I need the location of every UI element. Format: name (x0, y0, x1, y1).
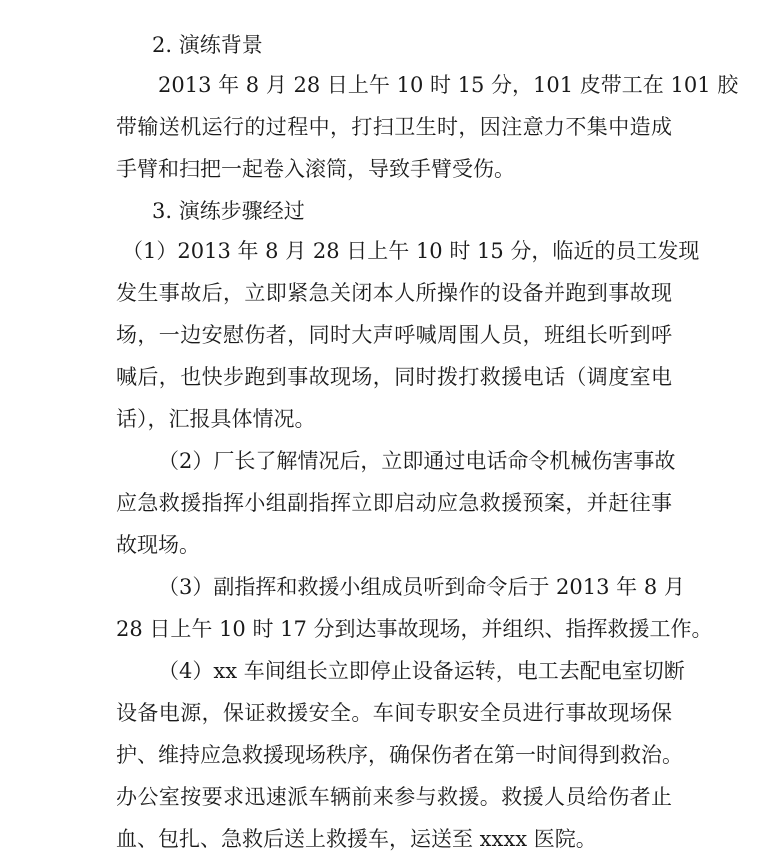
step-2-line-2: 应急救援指挥小组副指挥立即启动应急救援预案，并赶往事 (116, 491, 672, 515)
step-3-line-1: （3）副指挥和救援小组成员听到命令后于 2013 年 8 月 (158, 575, 685, 599)
step-4-line-5: 血、包扎、急救后送上救援车，运送至 xxxx 医院。 (116, 827, 597, 851)
step-1-line-2: 发生事故后，立即紧急关闭本人所操作的设备并跑到事故现 (116, 281, 672, 305)
background-line-3: 手臂和扫把一起卷入滚筒，导致手臂受伤。 (116, 157, 515, 181)
step-4-line-1: （4）xx 车间组长立即停止设备运转，电工去配电室切断 (158, 659, 685, 683)
step-2-line-3: 故现场。 (116, 533, 200, 557)
background-line-2: 带输送机运行的过程中，打扫卫生时，因注意力不集中造成 (116, 115, 672, 139)
step-1-line-3: 场，一边安慰伤者，同时大声呼喊周围人员，班组长听到呼 (116, 323, 672, 347)
step-4-line-2: 设备电源，保证救援安全。车间专职安全员进行事故现场保 (116, 701, 672, 725)
step-1-line-1: （1）2013 年 8 月 28 日上午 10 时 15 分，临近的员工发现 (122, 239, 700, 263)
step-4-line-3: 护、维持应急救援现场秩序，确保伤者在第一时间得到救治。 (116, 743, 683, 767)
step-2-line-1: （2）厂长了解情况后，立即通过电话命令机械伤害事故 (158, 449, 676, 473)
section-heading-background: 2. 演练背景 (152, 33, 263, 57)
step-1-line-4: 喊后，也快步跑到事故现场，同时拨打救援电话（调度室电 (116, 365, 672, 389)
section-heading-steps: 3. 演练步骤经过 (152, 199, 305, 223)
step-1-line-5: 话），汇报具体情况。 (116, 407, 316, 431)
background-line-1: 2013 年 8 月 28 日上午 10 时 15 分，101 皮带工在 101 胶 (158, 73, 739, 97)
step-4-line-4: 办公室按要求迅速派车辆前来参与救援。救援人员给伤者止 (116, 785, 672, 809)
step-3-line-2: 28 日上午 10 时 17 分到达事故现场，并组织、指挥救援工作。 (116, 617, 713, 641)
